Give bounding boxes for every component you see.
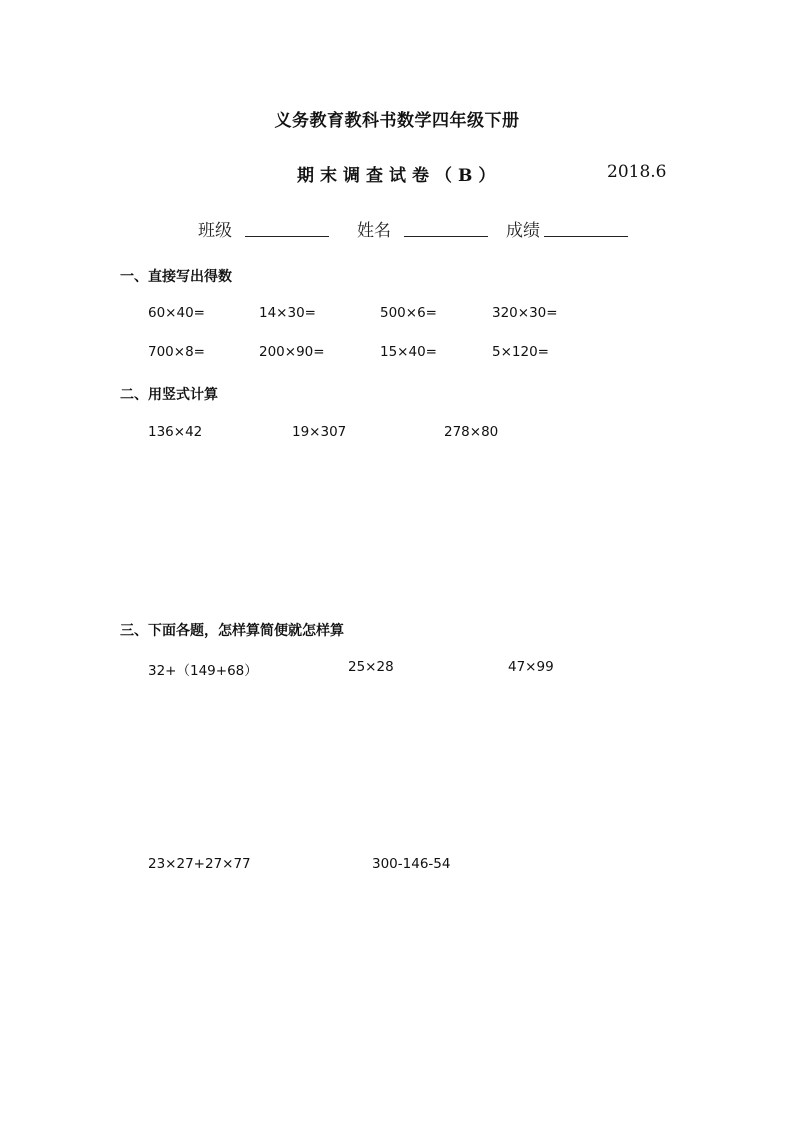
question-item: 19×307 xyxy=(292,424,347,440)
section-2-heading: 二、用竖式计算 xyxy=(120,387,218,403)
question-item: 32+（149+68） xyxy=(148,663,258,679)
question-item: 300-146-54 xyxy=(372,856,451,872)
class-label: 班级 xyxy=(198,221,232,241)
section-1-heading: 一、直接写出得数 xyxy=(120,269,232,285)
name-label: 姓名 xyxy=(357,221,391,241)
exam-title: 义务教育教科书数学四年级下册 xyxy=(274,111,520,131)
question-item: 136×42 xyxy=(148,424,203,440)
question-item: 14×30= xyxy=(259,305,316,321)
question-item: 278×80 xyxy=(444,424,499,440)
exam-subtitle: 期末调查试卷（B） xyxy=(297,166,502,186)
question-item: 5×120= xyxy=(492,344,549,360)
question-item: 500×6= xyxy=(380,305,437,321)
exam-date: 2018.6 xyxy=(607,162,667,182)
question-item: 60×40= xyxy=(148,305,205,321)
score-blank-line[interactable] xyxy=(544,236,628,237)
class-blank-line[interactable] xyxy=(245,236,329,237)
question-item: 47×99 xyxy=(508,659,554,675)
question-item: 320×30= xyxy=(492,305,558,321)
question-item: 200×90= xyxy=(259,344,325,360)
question-item: 700×8= xyxy=(148,344,205,360)
name-blank-line[interactable] xyxy=(404,236,488,237)
question-item: 15×40= xyxy=(380,344,437,360)
question-item: 25×28 xyxy=(348,659,394,675)
section-3-heading: 三、下面各题，怎样算简便就怎样算 xyxy=(120,623,344,639)
score-label: 成绩 xyxy=(506,221,540,241)
question-item: 23×27+27×77 xyxy=(148,856,251,872)
